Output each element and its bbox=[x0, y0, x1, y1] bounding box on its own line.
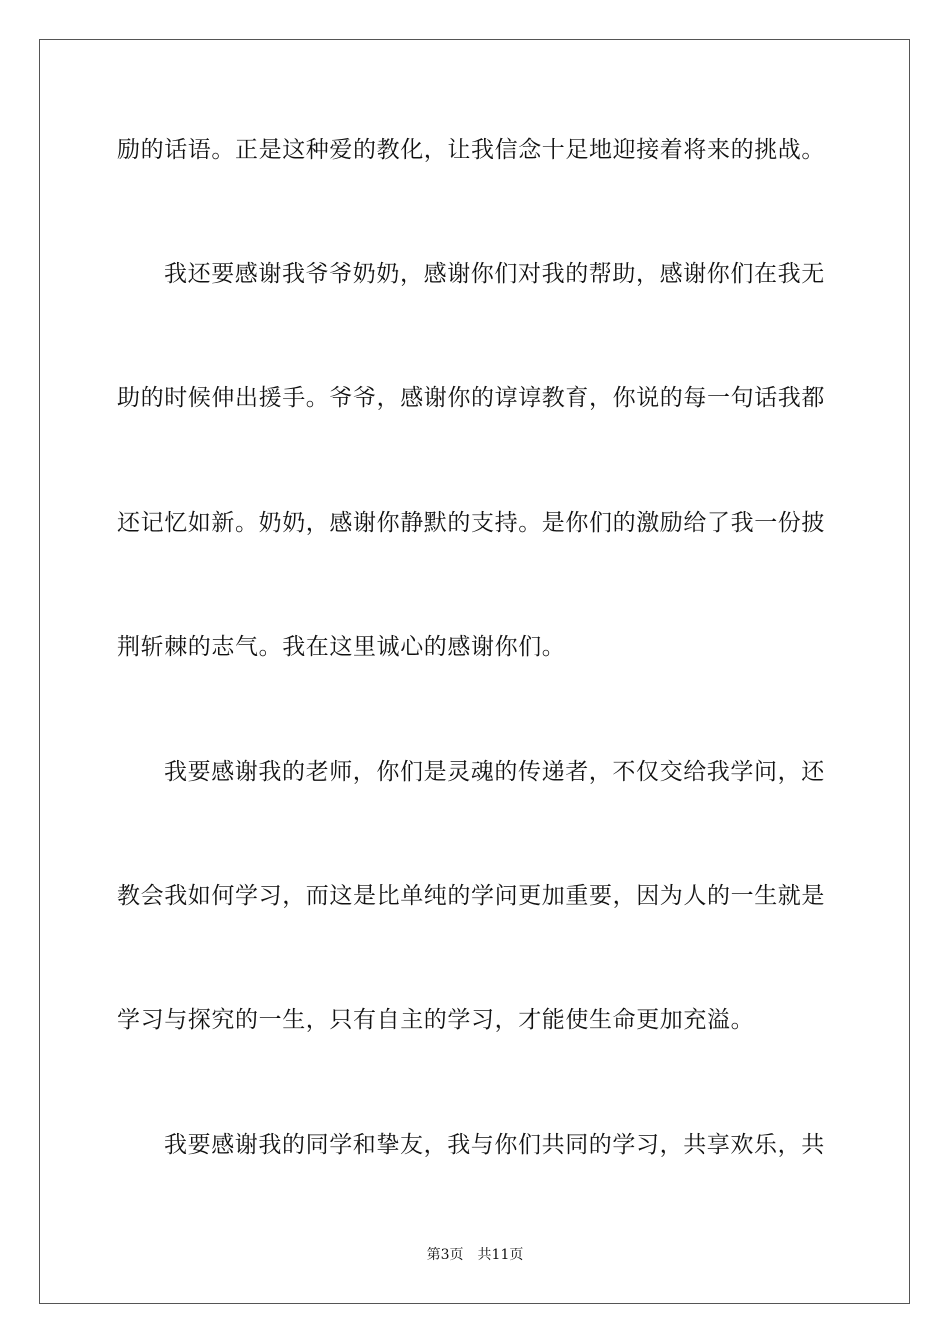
text-line-2: 我还要感谢我爷爷奶奶，感谢你们对我的帮助，感谢你们在我无 bbox=[164, 261, 825, 287]
page-number: 第3页 bbox=[426, 1247, 464, 1263]
text-line-9: 我要感谢我的同学和挚友，我与你们共同的学习，共享欢乐，共 bbox=[164, 1132, 825, 1158]
text-line-4: 还记忆如新。奶奶，感谢你静默的支持。是你们的激励给了我一份披 bbox=[117, 510, 825, 536]
text-line-7: 教会我如何学习，而这是比单纯的学问更加重要，因为人的一生就是 bbox=[117, 883, 825, 909]
page-footer bbox=[0, 1245, 950, 1265]
page-frame bbox=[39, 39, 910, 1304]
text-line-8: 学习与探究的一生，只有自主的学习，才能使生命更加充溢。 bbox=[117, 1007, 755, 1033]
page-total: 共11页 bbox=[477, 1247, 524, 1263]
text-line-6: 我要感谢我的老师，你们是灵魂的传递者，不仅交给我学问，还 bbox=[164, 759, 825, 785]
text-line-5: 荆斩棘的志气。我在这里诚心的感谢你们。 bbox=[117, 634, 566, 660]
text-line-1: 励的话语。正是这种爱的教化，让我信念十足地迎接着将来的挑战。 bbox=[117, 137, 825, 163]
text-line-3: 助的时候伸出援手。爷爷，感谢你的谆谆教育，你说的每一句话我都 bbox=[117, 385, 825, 411]
